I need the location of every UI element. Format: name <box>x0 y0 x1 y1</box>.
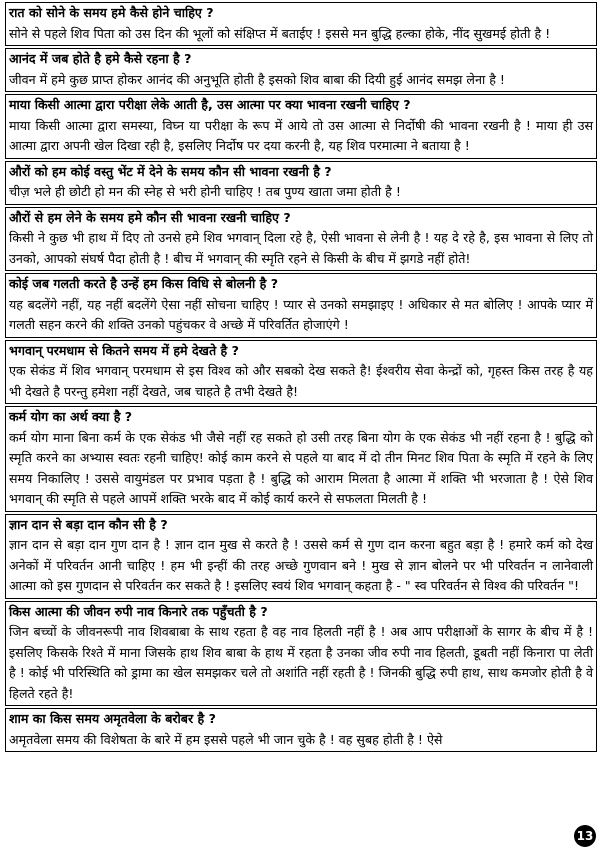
qa-section <box>5 2 597 752</box>
qa-block <box>5 708 597 752</box>
answer-text: अमृतवेला समय की विशेषता के बारे में हम इससे पहले भी जान चुके है ! वह सुबह होती है ! ऐसे <box>9 731 443 747</box>
qa-block <box>5 514 597 599</box>
qa-block <box>5 406 597 512</box>
answer-text: ज्ञान दान से बड़ा दान गुण दान है ! ज्ञान दान मुख से करते है ! उससे कर्म से गुण दान करना बहुत बड़ा है ! हमारे कर्म को देख अनेकों में परिवर्तन आनी चाहिए ! हम भी इन्हीं की तरह अच्छे गुणवान बने ! मुख से ज्ञान बोलने पर भी परिवर्तन न लानेवाली आत्मा को इस गुणदान से परिवर्तन कर सकते है ! इसलिए स्वयं शिव भगवान् कहता है - " स्व परिवर्तन से विश्व की परिवर्तन "! <box>9 537 593 593</box>
answer-text: किसी ने कुछ भी हाथ में दिए तो उनसे हमे शिव भगवान् दिला रहे है, ऐसी भावना से लेनी है ! यह दे रहे है, इस भावना से लिए तो उनको, आपको संघर्ष पैदा होती है ! बीच में भगवान् की स्मृति रहने से किसी के बीच में झगडे नहीं होते! <box>9 230 593 266</box>
qa-block <box>5 207 597 272</box>
answer-text: जिन बच्चों के जीवनरूपी नाव शिवबाबा के साथ रहता है वह नाव हिलती नहीं है ! अब आप परीक्षाओं के सागर के बीच में है ! इसलिए किसके रिश्ते में माना जिसके हाथ शिव बाबा के हाथ में रहता है उनका जीव रुपी नाव हिलती, डूबती नहीं किनारा पा लेती है ! कोई भी परिस्थिति को ड्रामा का खेल समझकर चले तो अशांति नहीं रहती है ! जिनकी बुद्धि रुपी हाथ, साथ कमजोर होती है वे हिलते रहते है! <box>9 624 593 701</box>
page-number: 13 <box>574 825 596 847</box>
question-text: कर्म योग का अर्थ क्या है ? <box>9 409 133 424</box>
question-text: शाम का किस समय अमृतवेला के बरोबर है ? <box>9 711 216 726</box>
question-text: औरों को हम कोई वस्तु भेंट में देने के समय कौन सी भावना रखनी है ? <box>9 163 332 179</box>
answer-text: सोने से पहले शिव पिता को उस दिन की भूलों को संक्षिप्त में बताईए ! इससे मन बुद्धि हल्का होके, नींद सुखमई होती है ! <box>9 25 551 41</box>
question-text: औरों से हम लेने के समय हमे कौन सी भावना रखनी चाहिए ? <box>9 209 291 225</box>
answer-text: एक सेकंड में शिव भगवान् परमधाम से इस विश्व को और सबको देख सकते है! ईश्वरीय सेवा केन्द्रों को, गृहस्त किस तरह है यह भी देखते है परन्तु हमेशा नहीं देखते, जब चाहते है तभी देखते है! <box>9 363 593 399</box>
question-text: भगवान् परमधाम से कितने समय में हमे देखते है ? <box>9 342 239 358</box>
question-text: कोई जब गलती करते है उन्हें हम किस विधि से बोलनी है ? <box>9 276 279 291</box>
qa-block <box>5 161 597 205</box>
qa-block <box>5 340 597 405</box>
question-text: आनंद में जब होते है हमे कैसे रहना है ? <box>9 51 192 66</box>
qa-block <box>5 273 597 338</box>
answer-text: कर्म योग माना बिना कर्म के एक सेकंड भी जैसे नहीं रह सकते हो उसी तरह बिना योग के एक सेकंड भी नहीं रहना है ! बुद्धि को स्मृति करने का अभ्यास स्वतः रहनी चाहिए! कोई काम करने से पहले या बाद में दो तीन मिनट शिव पिता के स्मृति में रहने के लिए समय निकालिए ! उससे वायुमंडल पर प्रभाव पड़ता है ! बुद्धि को आराम मिलता है आत्मा में शक्ति भी भरजाता है ! ऐसे शिव भगवान् की स्मृति से पहले आपमें शक्ति भरके बाद में कोई कार्य करने से सफलता मिलती है ! <box>9 429 593 506</box>
question-text: माया किसी आत्मा द्वारा परीक्षा लेके आती है, उस आत्मा पर क्या भावना रखनी चाहिए ? <box>9 97 411 112</box>
qa-block <box>5 2 597 46</box>
question-text: ज्ञान दान से बड़ा दान कौन सी है ? <box>9 516 168 532</box>
qa-block <box>5 48 597 92</box>
answer-text: माया किसी आत्मा द्वारा समस्या, विघ्न या परीक्षा के रूप में आये तो उस आत्मा से निर्दोषी की भावना रखनी है ! माया ही उस आत्मा द्वारा अपनी खेल दिखा रही है, इसलिए निर्दोष पर दया करनी है, यह शिव परमात्मा ने बताया है ! <box>9 117 593 153</box>
answer-text: यह बदलेंगे नहीं, यह नहीं बदलेंगे ऐसा नहीं सोचना चाहिए ! प्यार से उनको समझाइए ! अधिकार से मत बोलिए ! आपके प्यार में गलती सहन करने की शक्ति उनको पहुंचकर वे अच्छे में परिवर्तित होजाएंगे ! <box>9 296 593 332</box>
answer-text: चीज़ भले ही छोटी हो मन की स्नेह से भरी होनी चाहिए ! तब पुण्य खाता जमा होती है ! <box>9 184 401 199</box>
question-text: किस आत्मा की जीवन रुपी नाव किनारे तक पहुँचती है ? <box>9 603 268 619</box>
qa-block <box>5 601 597 707</box>
question-text: रात को सोने के समय हमे कैसे होने चाहिए ? <box>9 5 214 20</box>
answer-text: जीवन में हमे कुछ प्राप्त होकर आनंद की अनुभूति होती है इसको शिव बाबा की दियी हुई आनंद समझ लेना है ! <box>9 71 505 87</box>
qa-block <box>5 94 597 159</box>
